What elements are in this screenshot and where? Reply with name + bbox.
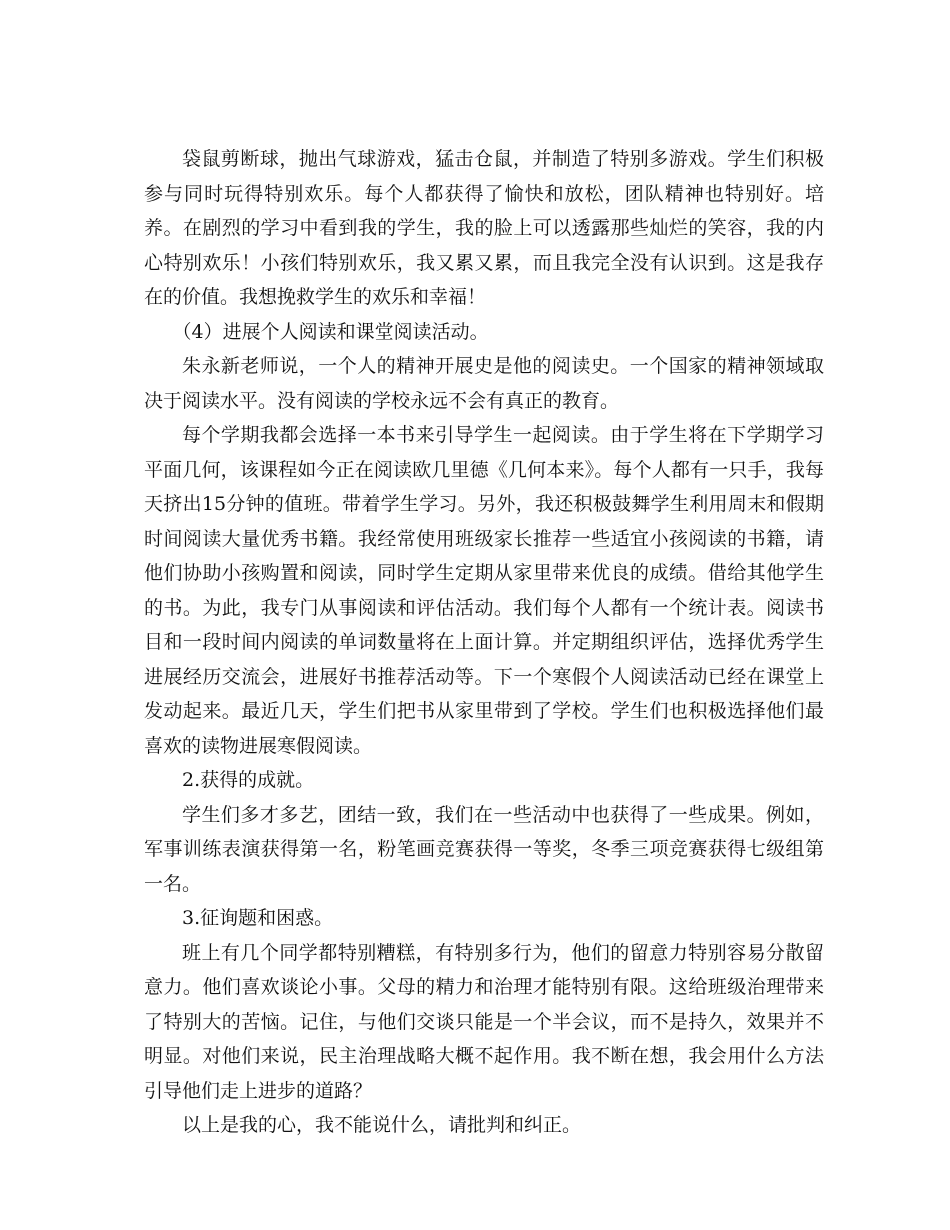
document-page — [144, 142, 824, 1143]
section-heading-problems: 3.征询题和困惑。 — [182, 907, 334, 929]
paragraph-closing: 以上是我的心，我不能说什么，请批判和纠正。 — [182, 1114, 582, 1136]
paragraph-problems: 班上有几个同学都特别糟糕，有特别多行为，他们的留意力特别容易分散留意力。他们喜欢谈论小事。父母的精力和治理才能特别有限。这给班级治理带来了特别大的苦恼。记住，与他们交谈只能是一个半会议，而不是持久，效果并不明显。对他们来说，民主治理战略大概不起作用。我不断在想，我会用什么方法引导他们走上进步的道路？ — [144, 941, 824, 1102]
paragraph-achievements: 学生们多才多艺，团结一致，我们在一些活动中也获得了一些成果。例如，军事训练表演获得第一名，粉笔画竞赛获得一等奖，冬季三项竞赛获得七级组第一名。 — [144, 803, 824, 895]
paragraph-reading-quote: 朱永新老师说，一个人的精神开展史是他的阅读史。一个国家的精神领域取决于阅读水平。没有阅读的学校永远不会有真正的教育。 — [144, 355, 824, 412]
section-heading-achievements: 2.获得的成就。 — [182, 769, 315, 791]
paragraph-reading-plan: 每个学期我都会选择一本书来引导学生一起阅读。由于学生将在下学期学习平面几何，该课程如今正在阅读欧几里德《几何本来》。每个人都有一只手，我每天挤出15分钟的值班。带着学生学习。另外，我还积极鼓舞学生利用周末和假期时间阅读大量优秀书籍。我经常使用班级家长推荐一些适宜小孩阅读的书籍，请他们协助小孩购置和阅读，同时学生定期从家里带来优良的成绩。借给其他学生的书。为此，我专门从事阅读和评估活动。我们每个人都有一个统计表。阅读书目和一段时间内阅读的单词数量将在上面计算。并定期组织评估，选择优秀学生进展经历交流会，进展好书推荐活动等。下一个寒假个人阅读活动已经在课堂上发动起来。最近几天，学生们把书从家里带到了学校。学生们也积极选择他们最喜欢的读物进展寒假阅读。 — [144, 424, 824, 757]
section-heading-reading-activities: （4）进展个人阅读和课堂阅读活动。 — [172, 320, 489, 343]
paragraph-game-activities: 袋鼠剪断球，抛出气球游戏，猛击仓鼠，并制造了特别多游戏。学生们积极参与同时玩得特别欢乐。每个人都获得了愉快和放松，团队精神也特别好。培养。在剧烈的学习中看到我的学生，我的脸上可以透露那些灿烂的笑容，我的内心特别欢乐！小孩们特别欢乐，我又累又累，而且我完全没有认识到。这是我存在的价值。我想挽救学生的欢乐和幸福！ — [144, 148, 824, 308]
